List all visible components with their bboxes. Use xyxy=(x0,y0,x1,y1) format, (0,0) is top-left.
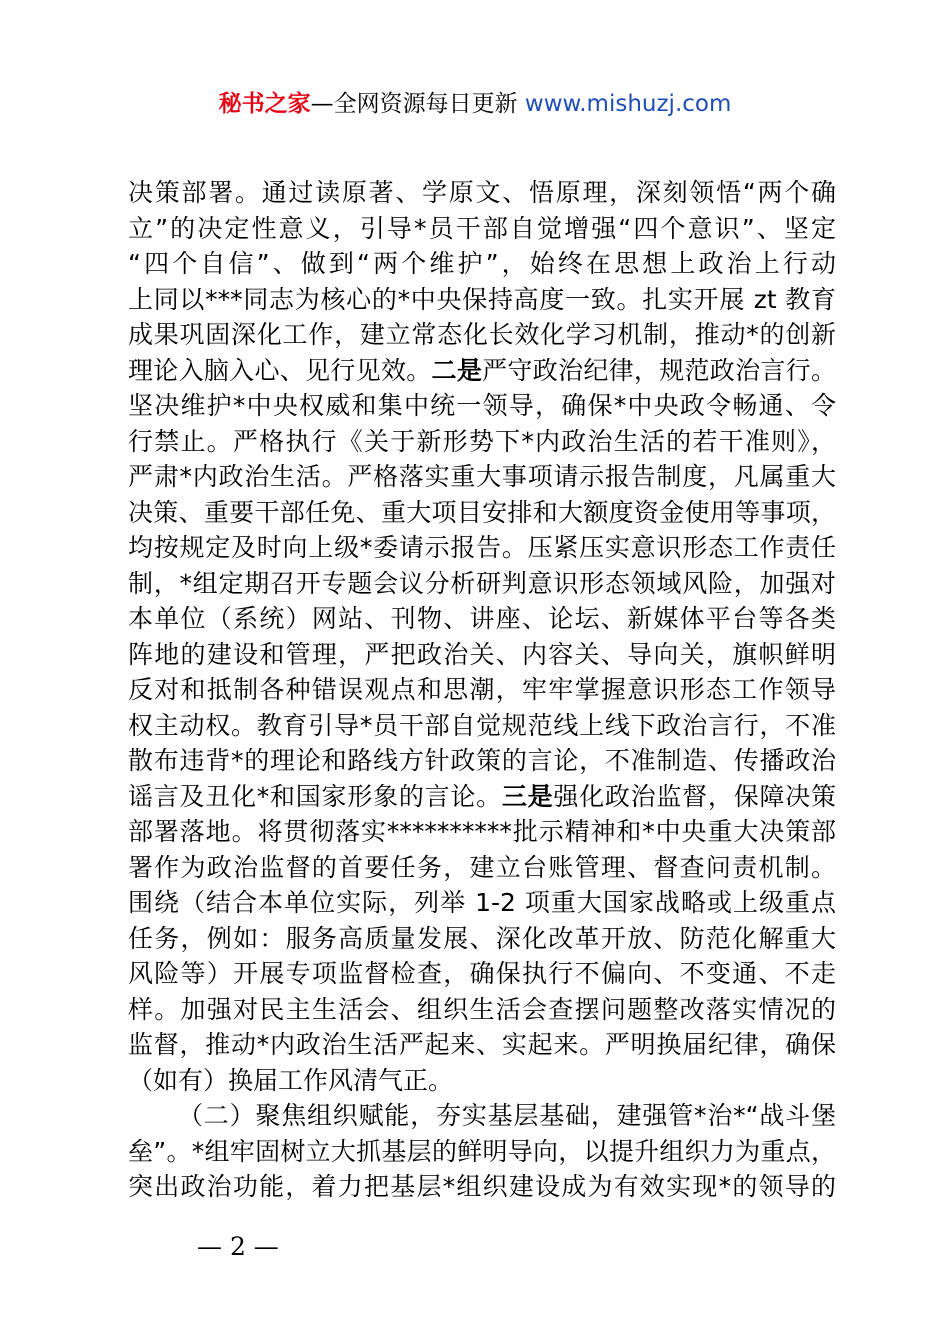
text-line xyxy=(128,211,836,247)
text-line xyxy=(128,282,836,318)
site-url-link[interactable]: www.mishuzj.com xyxy=(524,91,732,117)
text-segment: （如有）换届工作风清气正。 xyxy=(128,1065,454,1095)
text-line xyxy=(128,317,836,353)
page-header xyxy=(0,86,950,122)
text-line xyxy=(128,708,836,744)
text-line xyxy=(128,992,836,1028)
text-segment: 决策、重要干部任免、重大项目安排和大额度资金使用等事项， xyxy=(128,497,836,527)
text-segment: 成果巩固深化工作，建立常态化长效化学习机制，推动*的创新 xyxy=(128,320,836,349)
text-segment: 制，*组定期召开专题会议分析研判意识形态领域风险，加强对 xyxy=(128,568,836,598)
text-segment: 谣言及丑化*和国家形象的言论。 xyxy=(128,781,502,811)
text-segment: （二）聚焦组织赋能，夯实基层基础，建强管*治*“战斗堡 xyxy=(178,1101,836,1130)
text-line xyxy=(128,459,836,495)
text-line xyxy=(128,175,836,211)
text-line xyxy=(128,1134,836,1170)
text-line xyxy=(128,566,836,602)
text-segment: 样。加强对民主生活会、组织生活会查摆问题整改落实情况的 xyxy=(128,994,836,1024)
text-line xyxy=(128,814,836,850)
text-line xyxy=(128,353,836,389)
text-line xyxy=(128,601,836,637)
text-line xyxy=(128,1063,836,1099)
text-segment: 本单位（系统）网站、刊物、讲座、论坛、新媒体平台等各类 xyxy=(128,604,836,633)
text-line xyxy=(128,743,836,779)
text-segment: 理论入脑入心、见行见效。 xyxy=(128,355,432,385)
text-segment: 坚决维护*中央权威和集中统一领导，确保*中央政令畅通、令 xyxy=(128,391,836,420)
text-segment: 强化政治监督，保障决策 xyxy=(553,781,836,811)
text-line xyxy=(128,956,836,992)
text-line xyxy=(128,1169,836,1205)
text-segment: 阵地的建设和管理，严把政治关、内容关、导向关，旗帜鲜明 xyxy=(128,639,836,669)
text-line xyxy=(128,850,836,886)
text-segment: 决策部署。通过读原著、学原文、悟原理，深刻领悟“两个确 xyxy=(128,178,836,207)
text-line xyxy=(128,530,836,566)
text-line xyxy=(128,495,836,531)
text-line xyxy=(128,1098,836,1134)
text-segment: 围绕（结合本单位实际，列举 1-2 项重大国家战略或上级重点 xyxy=(128,888,836,917)
text-line xyxy=(128,637,836,673)
text-line xyxy=(128,1027,836,1063)
text-segment: 上同以***同志为核心的*中央保持高度一致。扎实开展 zt 教育 xyxy=(128,284,836,314)
text-segment: 散布违背*的理论和路线方针政策的言论，不准制造、传播政治 xyxy=(128,746,836,775)
bold-keyword: 二是 xyxy=(431,355,483,385)
text-segment: 反对和抵制各种错误观点和思潮，牢牢掌握意识形态工作领导 xyxy=(128,675,836,704)
site-name: 秘书之家 xyxy=(218,91,311,117)
text-line xyxy=(128,424,836,460)
text-segment: 权主动权。教育引导*员干部自觉规范线上线下政治言行，不准 xyxy=(128,710,836,740)
text-segment: 严肃*内政治生活。严格落实重大事项请示报告制度，凡属重大 xyxy=(128,462,836,491)
text-segment: 立”的决定性意义，引导*员干部自觉增强“四个意识”、坚定 xyxy=(128,213,836,243)
text-segment: 部署落地。将贯彻落实**********批示精神和*中央重大决策部 xyxy=(128,817,836,846)
text-segment: 垒”。*组牢固树立大抓基层的鲜明导向，以提升组织力为重点， xyxy=(128,1136,836,1166)
text-line xyxy=(128,246,836,282)
bold-keyword: 三是 xyxy=(501,781,554,811)
text-line xyxy=(128,885,836,921)
document-body xyxy=(128,175,836,1205)
text-line xyxy=(128,388,836,424)
text-segment: 任务，例如：服务高质量发展、深化改革开放、防范化解重大 xyxy=(128,923,836,953)
text-segment: 监督，推动*内政治生活严起来、实起来。严明换届纪律，确保 xyxy=(128,1030,836,1059)
text-segment: 突出政治功能，着力把基层*组织建设成为有效实现*的领导的 xyxy=(128,1172,836,1201)
text-line xyxy=(128,779,836,815)
site-tagline: —全网资源每日更新 xyxy=(310,91,525,117)
text-segment: 行禁止。严格执行《关于新形势下*内政治生活的若干准则》， xyxy=(128,426,836,456)
page-number: — 2 — xyxy=(197,1232,279,1261)
text-line xyxy=(128,921,836,957)
text-segment: 严守政治纪律，规范政治言行。 xyxy=(482,355,836,385)
text-line xyxy=(128,672,836,708)
text-segment: 均按规定及时向上级*委请示报告。压紧压实意识形态工作责任 xyxy=(128,533,836,562)
text-segment: “四个自信”、做到“两个维护”，始终在思想上政治上行动 xyxy=(128,249,836,278)
text-segment: 署作为政治监督的首要任务，建立台账管理、督查问责机制。 xyxy=(128,852,836,882)
text-segment: 风险等）开展专项监督检查，确保执行不偏向、不变通、不走 xyxy=(128,959,836,988)
